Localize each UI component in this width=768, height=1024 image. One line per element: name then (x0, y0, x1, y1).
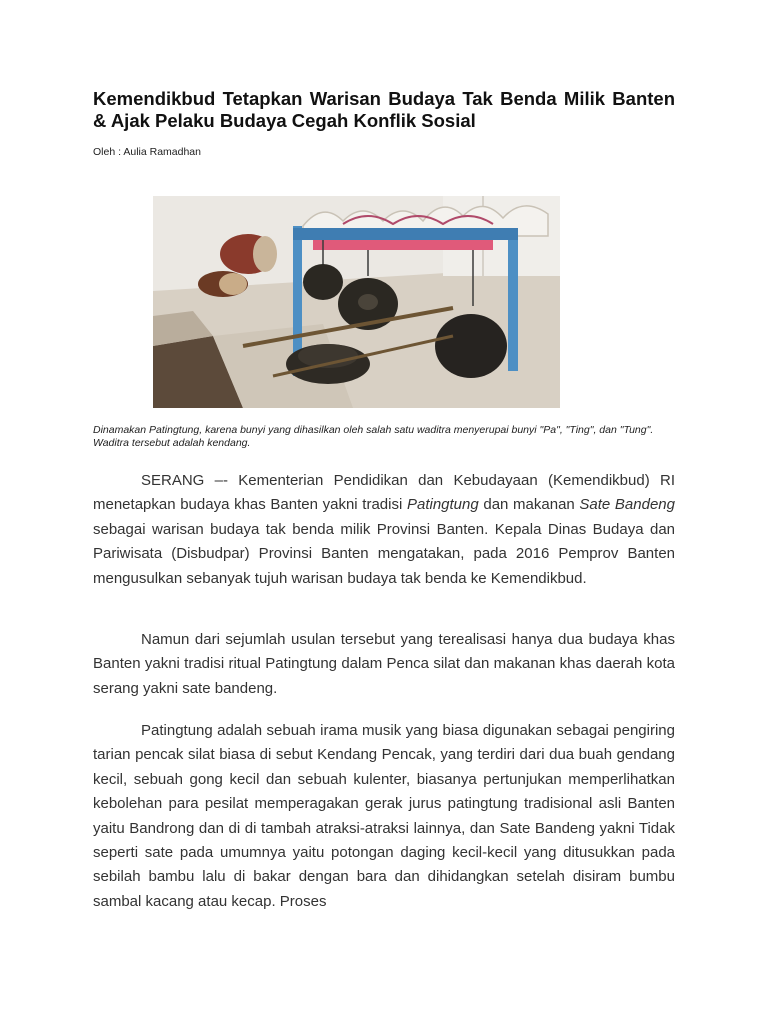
p1-term-patingtung: Patingtung (406, 496, 479, 514)
article-photo (153, 196, 560, 408)
article-byline: Oleh : Aulia Ramadhan (93, 146, 201, 158)
article-paragraph-2 (93, 628, 675, 701)
photo-caption: Dinamakan Patingtung, karena bunyi yang dihasilkan oleh salah satu waditra menyerupai bunyi "Pa", "Ting", dan "Tung". Waditra tersebut adalah kendang. (93, 424, 654, 449)
p1-term-sate-bandeng: Sate Bandeng (579, 496, 675, 514)
p1-text-a: SERANG –- Kementerian Pendidikan dan Kebudayaan (Kemendikbud) RI menetapkan budaya khas Banten yakni tradisi (93, 472, 675, 514)
p2-text: Namun dari sejumlah usulan tersebut yang terealisasi hanya dua budaya khas Banten yakni tradisi ritual Patingtung dalam Penca silat dan makanan khas daerah kota serang yakni sate bandeng. (93, 631, 675, 697)
patingtung-instruments-photo (153, 196, 560, 408)
p3-text: Patingtung adalah sebuah irama musik yang biasa digunakan sebagai pengiring tarian pencak silat biasa di sebut Kendang Pencak, yang terdiri dari dua buah gendang kecil, sebuah gong kecil dan sebuah kulenter, biasanya pertunjukan memperlihatkan kebolehan para pesilat memperagakan gerak jurus patingtung tradisional asli Banten yaitu Bandrong dan di di tambah atraksi-atraksi lainnya, dan Sate Bandeng yakni Tidak seperti sate pada umumnya yaitu potongan daging kecil-kecil yang ditusukkan pada sebilah bambu lalu di bakar dengan bara dan dihidangkan setelah disiram bumbu sambal kacang atau kecap. Proses (93, 722, 675, 910)
p1-text-c: sebagai warisan budaya tak benda milik Provinsi Banten. Kepala Dinas Budaya dan Pariwisata (Disbudpar) Provinsi Banten mengatakan, pada 2016 Pemprov Banten mengusulkan sebanyak tujuh warisan budaya tak benda ke Kemendikbud. (93, 520, 675, 587)
article-paragraph-3 (93, 719, 675, 914)
article-title: Kemendikbud Tetapkan Warisan Budaya Tak Benda Milik Banten & Ajak Pelaku Budaya Cegah Konflik Sosial (93, 88, 675, 131)
article-paragraph-1 (93, 469, 675, 591)
p1-text-b: dan makanan (478, 496, 580, 514)
